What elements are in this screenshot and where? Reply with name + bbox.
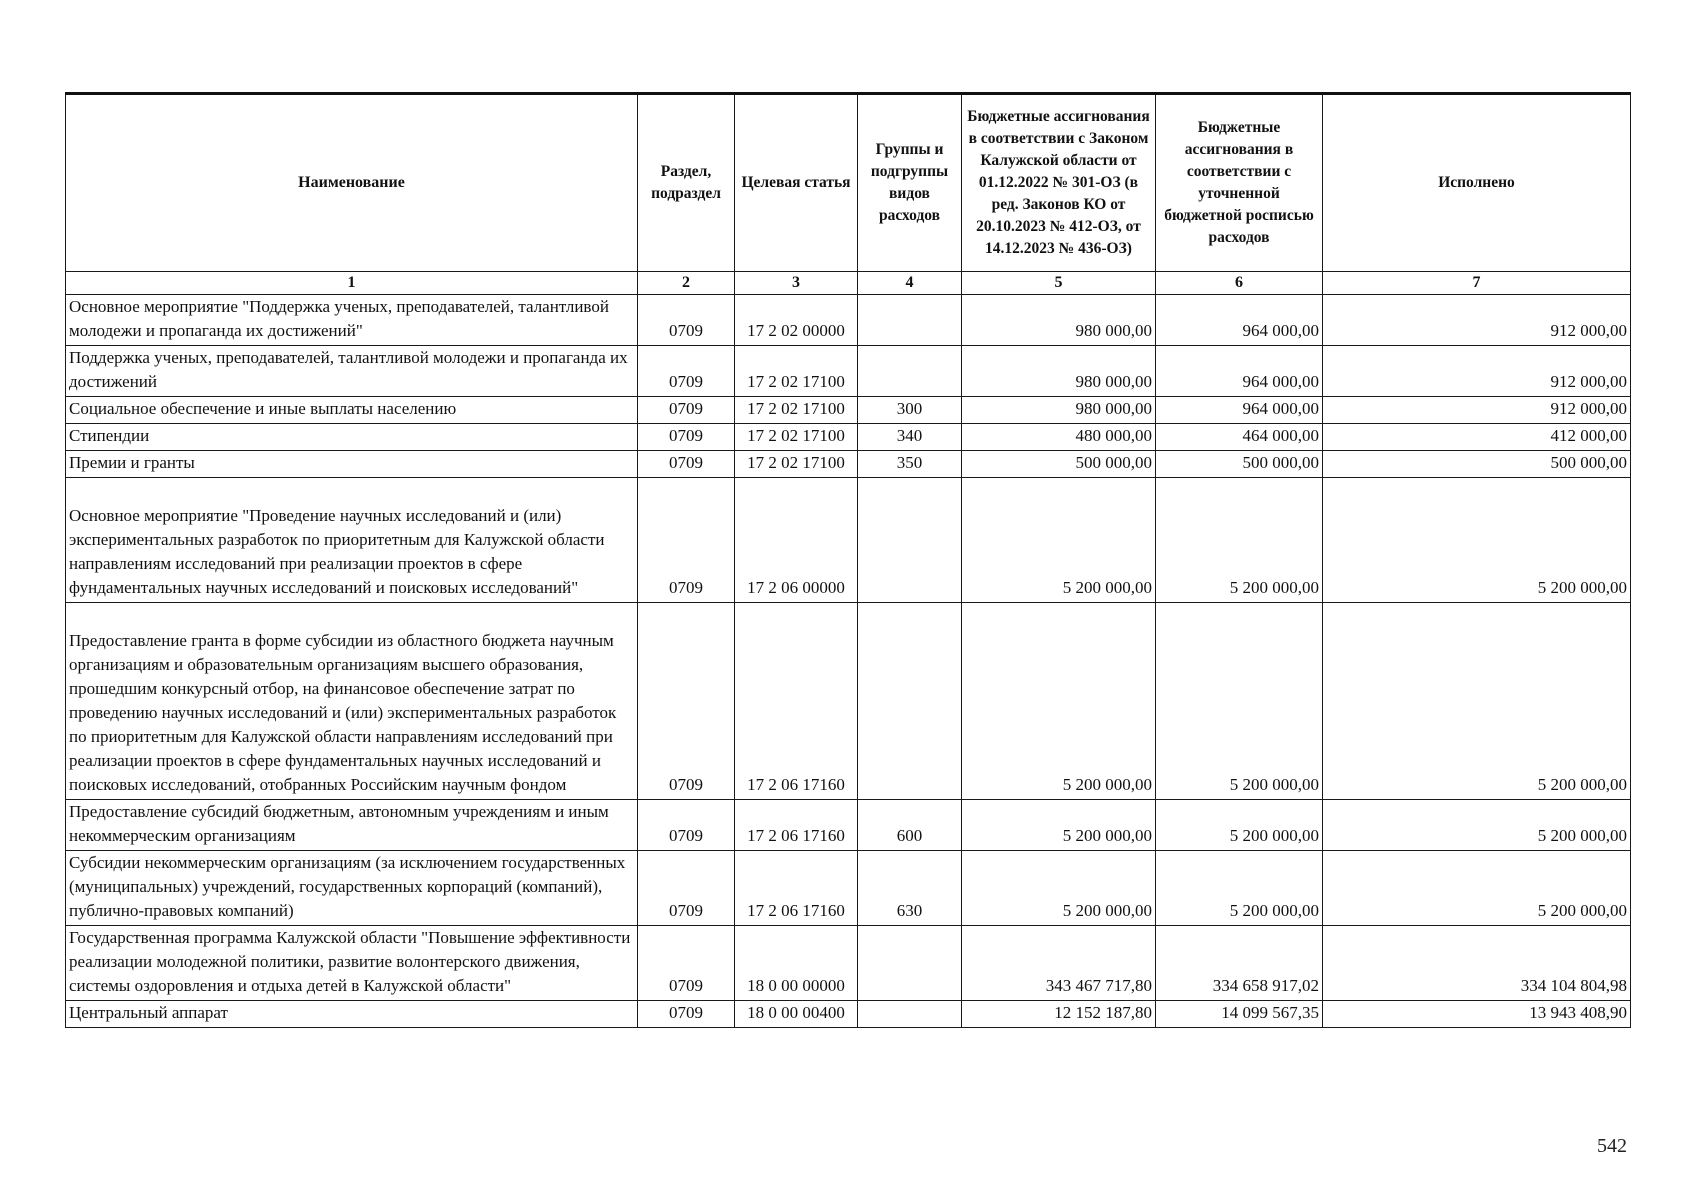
row-group bbox=[858, 926, 962, 1001]
row-executed-amount: 334 104 804,98 bbox=[1323, 926, 1631, 1001]
row-law-amount: 12 152 187,80 bbox=[962, 1001, 1156, 1028]
row-law-amount: 980 000,00 bbox=[962, 397, 1156, 424]
row-section: 0709 bbox=[638, 800, 735, 851]
row-group bbox=[858, 1001, 962, 1028]
column-number: 6 bbox=[1156, 272, 1323, 295]
row-name: Премии и гранты bbox=[66, 451, 638, 478]
row-executed-amount: 412 000,00 bbox=[1323, 424, 1631, 451]
row-section: 0709 bbox=[638, 851, 735, 926]
column-number-row bbox=[66, 272, 1631, 295]
row-section: 0709 bbox=[638, 424, 735, 451]
row-schedule-amount: 964 000,00 bbox=[1156, 295, 1323, 346]
row-group: 350 bbox=[858, 451, 962, 478]
row-section: 0709 bbox=[638, 603, 735, 800]
row-name: Поддержка ученых, преподавателей, талантливой молодежи и пропаганда их достижений bbox=[66, 346, 638, 397]
row-executed-amount: 500 000,00 bbox=[1323, 451, 1631, 478]
row-law-amount: 500 000,00 bbox=[962, 451, 1156, 478]
row-law-amount: 343 467 717,80 bbox=[962, 926, 1156, 1001]
row-target: 18 0 00 00000 bbox=[735, 926, 858, 1001]
row-law-amount: 5 200 000,00 bbox=[962, 851, 1156, 926]
row-law-amount: 5 200 000,00 bbox=[962, 478, 1156, 603]
row-schedule-amount: 5 200 000,00 bbox=[1156, 800, 1323, 851]
table-body bbox=[66, 295, 1631, 1028]
row-name: Основное мероприятие "Поддержка ученых, преподавателей, талантливой молодежи и пропаганда их достижений" bbox=[66, 295, 638, 346]
row-executed-amount: 13 943 408,90 bbox=[1323, 1001, 1631, 1028]
table-row bbox=[66, 397, 1631, 424]
row-law-amount: 480 000,00 bbox=[962, 424, 1156, 451]
row-executed-amount: 5 200 000,00 bbox=[1323, 603, 1631, 800]
row-name: Социальное обеспечение и иные выплаты населению bbox=[66, 397, 638, 424]
header-law-allocation: Бюджетные ассигнования в соответствии с Законом Калужской области от 01.12.2022 № 301-ОЗ (в ред. Законов КО от 20.10.2023 № 412-ОЗ, от 14.12.2023 № 436-ОЗ) bbox=[962, 94, 1156, 272]
header-section: Раздел, подраздел bbox=[638, 94, 735, 272]
row-executed-amount: 912 000,00 bbox=[1323, 346, 1631, 397]
row-executed-amount: 5 200 000,00 bbox=[1323, 851, 1631, 926]
row-executed-amount: 912 000,00 bbox=[1323, 295, 1631, 346]
table-row bbox=[66, 1001, 1631, 1028]
table-row bbox=[66, 851, 1631, 926]
column-number: 5 bbox=[962, 272, 1156, 295]
row-group bbox=[858, 478, 962, 603]
row-law-amount: 5 200 000,00 bbox=[962, 800, 1156, 851]
row-group bbox=[858, 295, 962, 346]
page-number: 542 bbox=[1597, 1135, 1627, 1157]
row-executed-amount: 5 200 000,00 bbox=[1323, 800, 1631, 851]
row-schedule-amount: 334 658 917,02 bbox=[1156, 926, 1323, 1001]
row-group: 600 bbox=[858, 800, 962, 851]
budget-table bbox=[65, 92, 1631, 1028]
row-schedule-amount: 5 200 000,00 bbox=[1156, 851, 1323, 926]
column-number: 1 bbox=[66, 272, 638, 295]
column-number: 7 bbox=[1323, 272, 1631, 295]
table-row bbox=[66, 295, 1631, 346]
row-section: 0709 bbox=[638, 295, 735, 346]
header-executed: Исполнено bbox=[1323, 94, 1631, 272]
row-executed-amount: 5 200 000,00 bbox=[1323, 478, 1631, 603]
row-section: 0709 bbox=[638, 926, 735, 1001]
table-row bbox=[66, 424, 1631, 451]
header-schedule-allocation: Бюджетные ассигнования в соответствии с уточненной бюджетной росписью расходов bbox=[1156, 94, 1323, 272]
row-group bbox=[858, 603, 962, 800]
row-section: 0709 bbox=[638, 397, 735, 424]
row-name: Стипендии bbox=[66, 424, 638, 451]
row-target: 18 0 00 00400 bbox=[735, 1001, 858, 1028]
table-header bbox=[66, 94, 1631, 295]
row-section: 0709 bbox=[638, 478, 735, 603]
row-target: 17 2 02 00000 bbox=[735, 295, 858, 346]
row-target: 17 2 02 17100 bbox=[735, 424, 858, 451]
budget-table-container bbox=[65, 92, 1630, 1028]
row-section: 0709 bbox=[638, 451, 735, 478]
header-expense-group: Группы и подгруппы видов расходов bbox=[858, 94, 962, 272]
row-target: 17 2 06 00000 bbox=[735, 478, 858, 603]
row-target: 17 2 02 17100 bbox=[735, 397, 858, 424]
table-row bbox=[66, 603, 1631, 800]
row-law-amount: 980 000,00 bbox=[962, 295, 1156, 346]
header-name: Наименование bbox=[66, 94, 638, 272]
row-section: 0709 bbox=[638, 346, 735, 397]
row-schedule-amount: 14 099 567,35 bbox=[1156, 1001, 1323, 1028]
row-schedule-amount: 464 000,00 bbox=[1156, 424, 1323, 451]
row-law-amount: 980 000,00 bbox=[962, 346, 1156, 397]
row-schedule-amount: 5 200 000,00 bbox=[1156, 603, 1323, 800]
row-group: 630 bbox=[858, 851, 962, 926]
row-name: Предоставление гранта в форме субсидии из областного бюджета научным организациям и образовательным организациям высшего образования, прошедшим конкурсный отбор, на финансовое обеспечение затрат по проведению научных исследований и (или) экспериментальных разработок по приоритетным для Калужской области направлениям исследований при реализации проектов в сфере фундаментальных научных исследований и поисковых исследований, отобранных Российским научным фондом bbox=[66, 603, 638, 800]
row-name: Центральный аппарат bbox=[66, 1001, 638, 1028]
table-row bbox=[66, 800, 1631, 851]
row-target: 17 2 02 17100 bbox=[735, 451, 858, 478]
header-target-article: Целевая статья bbox=[735, 94, 858, 272]
row-name: Основное мероприятие "Проведение научных исследований и (или) экспериментальных разработок по приоритетным для Калужской области направлениям исследований при реализации проектов в сфере фундаментальных научных исследований и поисковых исследований" bbox=[66, 478, 638, 603]
row-target: 17 2 06 17160 bbox=[735, 851, 858, 926]
column-number: 4 bbox=[858, 272, 962, 295]
row-target: 17 2 06 17160 bbox=[735, 800, 858, 851]
row-schedule-amount: 964 000,00 bbox=[1156, 397, 1323, 424]
row-group bbox=[858, 346, 962, 397]
row-law-amount: 5 200 000,00 bbox=[962, 603, 1156, 800]
row-group: 340 bbox=[858, 424, 962, 451]
row-name: Государственная программа Калужской области "Повышение эффективности реализации молодежной политики, развитие волонтерского движения, системы оздоровления и отдыха детей в Калужской области" bbox=[66, 926, 638, 1001]
table-row bbox=[66, 926, 1631, 1001]
row-executed-amount: 912 000,00 bbox=[1323, 397, 1631, 424]
table-row bbox=[66, 346, 1631, 397]
table-row bbox=[66, 451, 1631, 478]
row-schedule-amount: 500 000,00 bbox=[1156, 451, 1323, 478]
row-name: Предоставление субсидий бюджетным, автономным учреждениям и иным некоммерческим организациям bbox=[66, 800, 638, 851]
row-schedule-amount: 964 000,00 bbox=[1156, 346, 1323, 397]
column-number: 3 bbox=[735, 272, 858, 295]
row-target: 17 2 06 17160 bbox=[735, 603, 858, 800]
row-name: Субсидии некоммерческим организациям (за исключением государственных (муниципальных) учреждений, государственных корпораций (компаний), публично-правовых компаний) bbox=[66, 851, 638, 926]
row-section: 0709 bbox=[638, 1001, 735, 1028]
column-number: 2 bbox=[638, 272, 735, 295]
table-row bbox=[66, 478, 1631, 603]
row-target: 17 2 02 17100 bbox=[735, 346, 858, 397]
row-group: 300 bbox=[858, 397, 962, 424]
row-schedule-amount: 5 200 000,00 bbox=[1156, 478, 1323, 603]
